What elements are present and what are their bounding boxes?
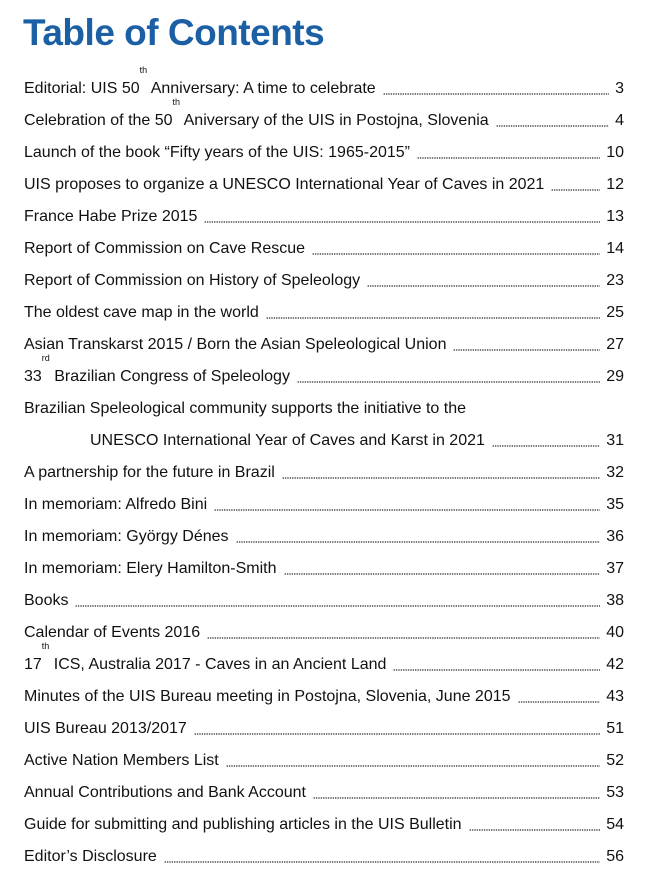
title-text: Report of Commission on Cave Rescue [24,240,306,257]
title-text: Active Nation Members List [24,752,219,769]
title-text: Books [24,592,69,609]
toc-entry[interactable] [24,353,624,393]
toc-entry-title [24,169,544,201]
dot-leader [469,828,601,833]
toc-entry[interactable] [24,841,624,873]
title-text: Aniversary of the UIS in Postojna, Slovenia [180,112,489,129]
toc-entry[interactable] [24,169,624,201]
page-number: 43 [606,688,624,705]
page-number: 3 [615,80,624,97]
dot-leader [164,860,600,865]
dot-leader [313,796,600,801]
ordinal-suffix: rd [41,353,50,363]
toc-entry[interactable] [24,641,624,681]
page-number: 36 [606,528,624,545]
title-text: UIS Bureau 2013/2017 [24,720,187,737]
toc-entry[interactable] [24,777,624,809]
toc-entry-title [24,393,466,425]
title-text: Brazilian Speleological community supports the initiative to the [24,400,467,417]
title-text: Celebration of the 50 [24,112,173,129]
page-number: 23 [606,272,624,289]
toc-entry[interactable] [24,329,624,361]
title-text: Minutes of the UIS Bureau meeting in Postojna, Slovenia, June 2015 [24,688,511,705]
toc-entry[interactable] [24,521,624,553]
page-number: 37 [606,560,624,577]
toc-entry-title [24,681,511,713]
toc-entry[interactable] [24,265,624,297]
toc-entry-title [90,425,485,457]
toc-entry[interactable] [24,297,624,329]
title-text: Annual Contributions and Bank Account [24,784,306,801]
dot-leader [297,380,600,385]
dot-leader [417,156,600,161]
ordinal-suffix: th [139,65,148,75]
title-text: Launch of the book “Fifty years of the UIS: 1965-2015” [24,144,410,161]
page-number: 12 [606,176,624,193]
title-text: Editorial: UIS 50 [24,80,140,97]
toc-entry-title [24,457,275,489]
page-number: 51 [606,720,624,737]
toc-entry-title [24,777,306,809]
page-number: 31 [606,432,624,449]
page-number: 52 [606,752,624,769]
toc-entry-title [24,617,200,649]
title-text: France Habe Prize 2015 [24,208,198,225]
toc-entry[interactable] [24,809,624,841]
toc-entry[interactable] [24,585,624,617]
toc-entry[interactable] [24,97,624,137]
ordinal-suffix: th [172,97,181,107]
page-number: 27 [606,336,624,353]
title-text: Asian Transkarst 2015 / Born the Asian Speleological Union [24,336,447,353]
toc-entry-title [24,521,229,553]
dot-leader [282,476,600,481]
ordinal-suffix: th [41,641,50,651]
dot-leader [453,348,600,353]
page-number: 40 [606,624,624,641]
toc-entry[interactable] [24,681,624,713]
title-text: Editor’s Disclosure [24,848,157,865]
dot-leader [492,444,600,449]
dot-leader [383,92,609,97]
toc-entry-title [24,297,259,329]
toc-entry-title [24,841,157,873]
toc-entry[interactable] [24,137,624,169]
toc-entry[interactable] [24,617,624,649]
toc-entry-title [24,353,290,393]
toc-entry[interactable] [24,553,624,585]
page-number: 13 [606,208,624,225]
toc-entry[interactable] [24,745,624,777]
dot-leader [518,700,601,705]
toc-entry-title [24,201,197,233]
toc-entry-title [24,489,207,521]
title-text: ICS, Australia 2017 - Caves in an Ancient Land [49,656,387,673]
dot-leader [266,316,600,321]
page-number: 25 [606,304,624,321]
toc-entry-title [24,65,376,105]
title-text: 17 [24,656,42,673]
page-number: 38 [606,592,624,609]
toc-entry-title [24,585,68,617]
title-text: The oldest cave map in the world [24,304,259,321]
toc-entry-title [24,265,360,297]
title-text: Anniversary: A time to celebrate [147,80,376,97]
toc-entry[interactable] [24,65,624,105]
toc-entry-title [24,137,410,169]
dot-leader [496,124,609,129]
title-text: UIS proposes to organize a UNESCO International Year of Caves in 2021 [24,176,545,193]
toc-entry-title [24,641,387,681]
page-number: 53 [606,784,624,801]
dot-leader [204,220,600,225]
page-number: 54 [606,816,624,833]
dot-leader [284,572,601,577]
dot-leader [551,188,600,193]
toc-entry[interactable] [24,393,624,425]
title-text: In memoriam: György Dénes [24,528,229,545]
toc-entry[interactable] [24,425,624,457]
page-number: 35 [606,496,624,513]
page-number: 32 [606,464,624,481]
toc-entry[interactable] [24,713,624,745]
page-number: 56 [606,848,624,865]
dot-leader [207,636,600,641]
dot-leader [312,252,600,257]
title-text: Brazilian Congress of Speleology [49,368,290,385]
toc-entry-title [24,713,187,745]
dot-leader [367,284,600,289]
toc-entry[interactable] [24,457,624,489]
toc-entry-title [24,329,446,361]
page-number: 10 [606,144,624,161]
title-text: Guide for submitting and publishing articles in the UIS Bulletin [24,816,462,833]
page-number: 42 [606,656,624,673]
toc-entry[interactable] [24,489,624,521]
toc-entry-title [24,809,462,841]
toc-entry-title [24,233,305,265]
title-text: Report of Commission on History of Speleology [24,272,361,289]
dot-leader [236,540,601,545]
dot-leader [75,604,600,609]
dot-leader [214,508,600,513]
toc-entry-title [24,745,219,777]
dot-leader [393,668,600,673]
toc-entry[interactable] [24,233,624,265]
toc-list [24,65,624,873]
title-text: Calendar of Events 2016 [24,624,201,641]
toc-entry-title [24,553,277,585]
page-title: Table of Contents [23,12,325,53]
page-number: 14 [606,240,624,257]
title-text: In memoriam: Alfredo Bini [24,496,208,513]
dot-leader [226,764,600,769]
title-text: In memoriam: Elery Hamilton-Smith [24,560,277,577]
title-text: A partnership for the future in Brazil [24,464,275,481]
toc-entry[interactable] [24,201,624,233]
page-number: 29 [606,368,624,385]
toc-entry-title [24,97,489,137]
page-number: 4 [615,112,624,129]
title-text: 33 [24,368,42,385]
dot-leader [194,732,600,737]
title-text: UNESCO International Year of Caves and Karst in 2021 [90,432,485,449]
